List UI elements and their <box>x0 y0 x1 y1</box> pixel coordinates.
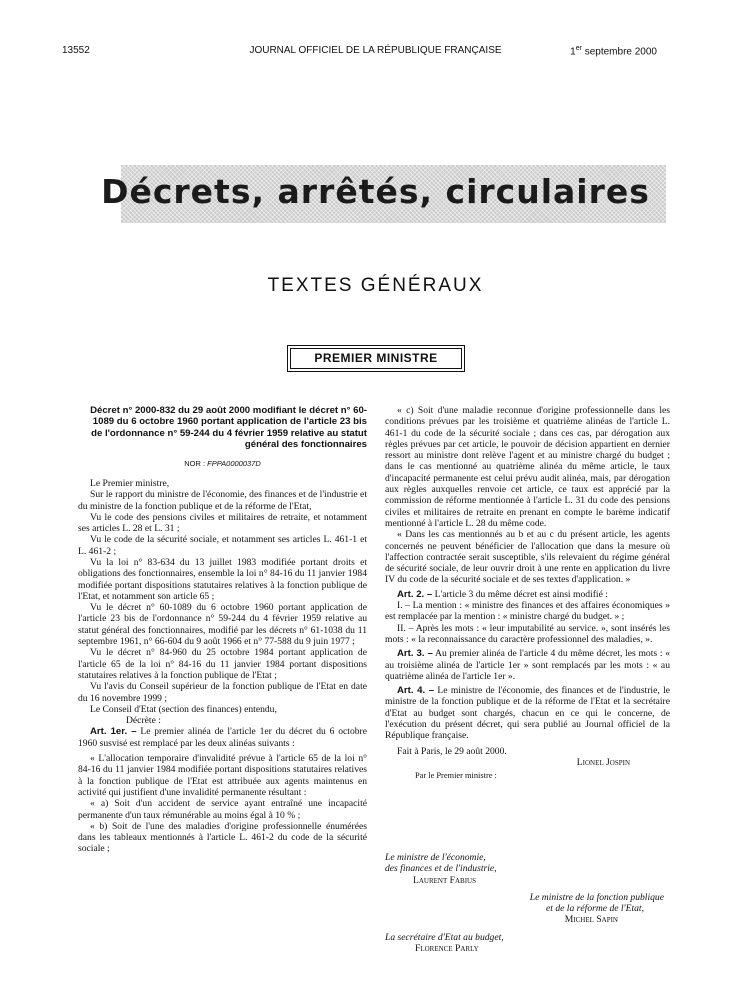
decrete-heading: Décrète : <box>126 715 161 727</box>
banner-title: Décrets, arrêtés, circulaires <box>101 172 650 211</box>
article-label: Art. 2. – <box>397 588 433 600</box>
ministry-title: PREMIER MINISTRE <box>290 348 462 369</box>
paragraph: Le Premier ministre, <box>90 477 170 489</box>
paragraph: « Dans les cas mentionnés au b et au c du présent article, les agents concernés ne peuvent bénéficier de l'allocation que dans la mesure où l'affection contractée serait susceptible, s'ils relevaient du régime général de sécurité sociale, de leur ouvrir droit à une rente en application du livre IV du code de la sécurité sociale et de ses textes d'application. » <box>385 529 670 586</box>
article-3: Art. 3. – Au premier alinéa de l'article 4 du même décret, les mots : « au troisième alinéa de l'article 1er » sont remplacés par les mots : « au quatrième alinéa de l'article 1er ». <box>385 648 671 682</box>
page-number: 13552 <box>62 45 90 56</box>
ministry-box <box>287 345 465 372</box>
signature-fp: Michel Sapin <box>564 914 618 926</box>
signature-pm: Lionel Jospin <box>576 756 630 768</box>
minister-eco-line-2: des finances et de l'industrie, <box>385 863 497 875</box>
paragraph: Le Conseil d'Etat (section des finances) entendu, <box>90 703 277 715</box>
paragraph: Vu le code de la sécurité sociale, et notamment ses articles L. 461-1 et L. 461-2 ; <box>78 534 367 557</box>
signature-budget: Florence Parly <box>415 943 479 955</box>
paragraph: Vu le décret n° 60-1089 du 6 octobre 1960 portant application de l'article 23 bis de l'ordonnance n° 59-244 du 4 février 1959 relative au statut général des fonctionnaires, modifié par les décrets n° 61-1038 du 11 septembre 1961, n° 66-604 du 9 août 1966 et n° 77-588 du 9 juin 1977 ; <box>78 602 367 648</box>
secretary-budget: La secrétaire d'Etat au budget, <box>385 931 504 943</box>
minister-fp-line-2: et de la réforme de l'Etat, <box>546 903 644 915</box>
paragraph: Vu le code des pensions civiles et militaires de retraite, et notamment ses articles L. 28 et L. 31 ; <box>78 511 367 535</box>
article-1: Art. 1er. – Le premier alinéa de l'article 1er du décret du 6 octobre 1960 susvisé est remplacé par les deux alinéas suivants : <box>78 726 367 749</box>
paragraph: Vu le décret n° 84-960 du 25 octobre 1984 portant application de l'article 65 de la loi n° 84-16 du 11 janvier 1984 portant dispositions statutaires relatives à la fonction publique de l'Etat ; <box>78 647 367 681</box>
article-4: Art. 4. – Le ministre de l'économie, des finances et de l'industrie, le ministre de la fonction publique et de la réforme de l'Etat et la secrétaire d'Etat au budget sont chargés, chacun en ce qui le concerne, de l'exécution du présent décret, qui sera publié au Journal officiel de la République française. <box>385 685 670 742</box>
minister-eco-line-1: Le ministre de l'économie, <box>385 852 486 863</box>
paragraph: « a) Soit d'un accident de service ayant entraîné une incapacité permanente d'un taux rémunérable au moins égal à 10 % ; <box>78 798 367 821</box>
paragraph: Vu la loi n° 83-634 du 13 juillet 1983 modifiée portant droits et obligations des fonctionnaires, ensemble la loi n° 84-16 du 11 janvier 1984 modifiée portant dispositions statutaires relatives à la fonction publique de l'Etat, et notamment son article 65 ; <box>78 557 367 602</box>
left-column <box>78 405 367 855</box>
nor-reference: NOR : FPPA0000037D <box>184 458 261 468</box>
article-2: Art. 2. – L'article 3 du même décret est ainsi modifié : <box>397 588 608 600</box>
decree-title: Décret n° 2000-832 du 29 août 2000 modifiant le décret n° 60-1089 du 6 octobre 1960 portant application de l'article 23 bis de l'ordonnance n° 59-244 du 4 février 1959 relative au statut général des fonctionnaires <box>90 405 367 451</box>
right-column <box>385 405 670 782</box>
section-title: TEXTES GÉNÉRAUX <box>267 275 484 296</box>
par-premier-ministre: Par le Premier ministre : <box>415 771 497 781</box>
paragraph: I. – La mention : « ministre des finances et des affaires économiques » est remplacée par la mention : « ministre chargé du budget. » ; <box>385 600 670 623</box>
fait-a-paris: Fait à Paris, le 29 août 2000. <box>397 745 507 757</box>
minister-fp-line-1: Le ministre de la fonction publique <box>529 891 664 903</box>
paragraph: II. – Après les mots : « leur imputabilité au service. », sont insérés les mots : « la reconnaissance du caractère professionnel des maladies, ». <box>385 622 670 645</box>
journal-title: JOURNAL OFFICIEL DE LA RÉPUBLIQUE FRANÇAISE <box>249 45 502 56</box>
paragraph: « b) Soit de l'une des maladies d'origine professionnelle énumérées dans les tableaux mentionnés à l'article L. 461-2 du code de la sécurité sociale ; <box>78 820 367 855</box>
article-label: Art. 4. – <box>397 685 435 697</box>
paragraph: « L'allocation temporaire d'invalidité prévue à l'article 65 de la loi n° 84-16 du 11 janvier 1984 modifiée portant dispositions statutaires relatives à la fonction publique de l'Etat est attribuée aux agents maintenus en activité qui justifient d'une invalidité permanente résultant : <box>78 753 367 798</box>
signature-block <box>385 852 670 954</box>
paragraph: Sur le rapport du ministre de l'économie, des finances et de l'industrie et du ministre de la fonction publique et de la réforme de l'Etat, <box>78 489 367 512</box>
article-label: Art. 1er. – <box>90 726 137 738</box>
issue-date: 1er septembre 2000 <box>570 45 657 58</box>
signature-eco: Laurent Fabius <box>413 874 476 886</box>
paragraph: « c) Soit d'une maladie reconnue d'origine professionnelle dans les conditions prévues par les troisième et quatrième alinéas de l'article L. 461-1 du code de la sécurité sociale ; dans ces cas, par dérogation aux règles prévues par cet article, le pouvoir de décision appartient en dernier ressort au ministre dont relève l'agent et au ministre chargé du budget ; dans le cas mentionné au quatrième alinéa du même article, le taux d'incapacité permanente est celui prévu audit alinéa, mais, par dérogation aux règles auxquelles renvoie cet article, ce taux est apprécié par la commission de réforme mentionnée à l'article L. 31 du code des pensions civiles et militaires de retraite en prenant en compte le barème indicatif mentionné à l'article L. 28 du même code. <box>385 405 670 529</box>
article-label: Art. 3. – <box>397 648 433 660</box>
paragraph: Vu l'avis du Conseil supérieur de la fonction publique de l'Etat en date du 16 novembre 1999 ; <box>78 681 367 704</box>
